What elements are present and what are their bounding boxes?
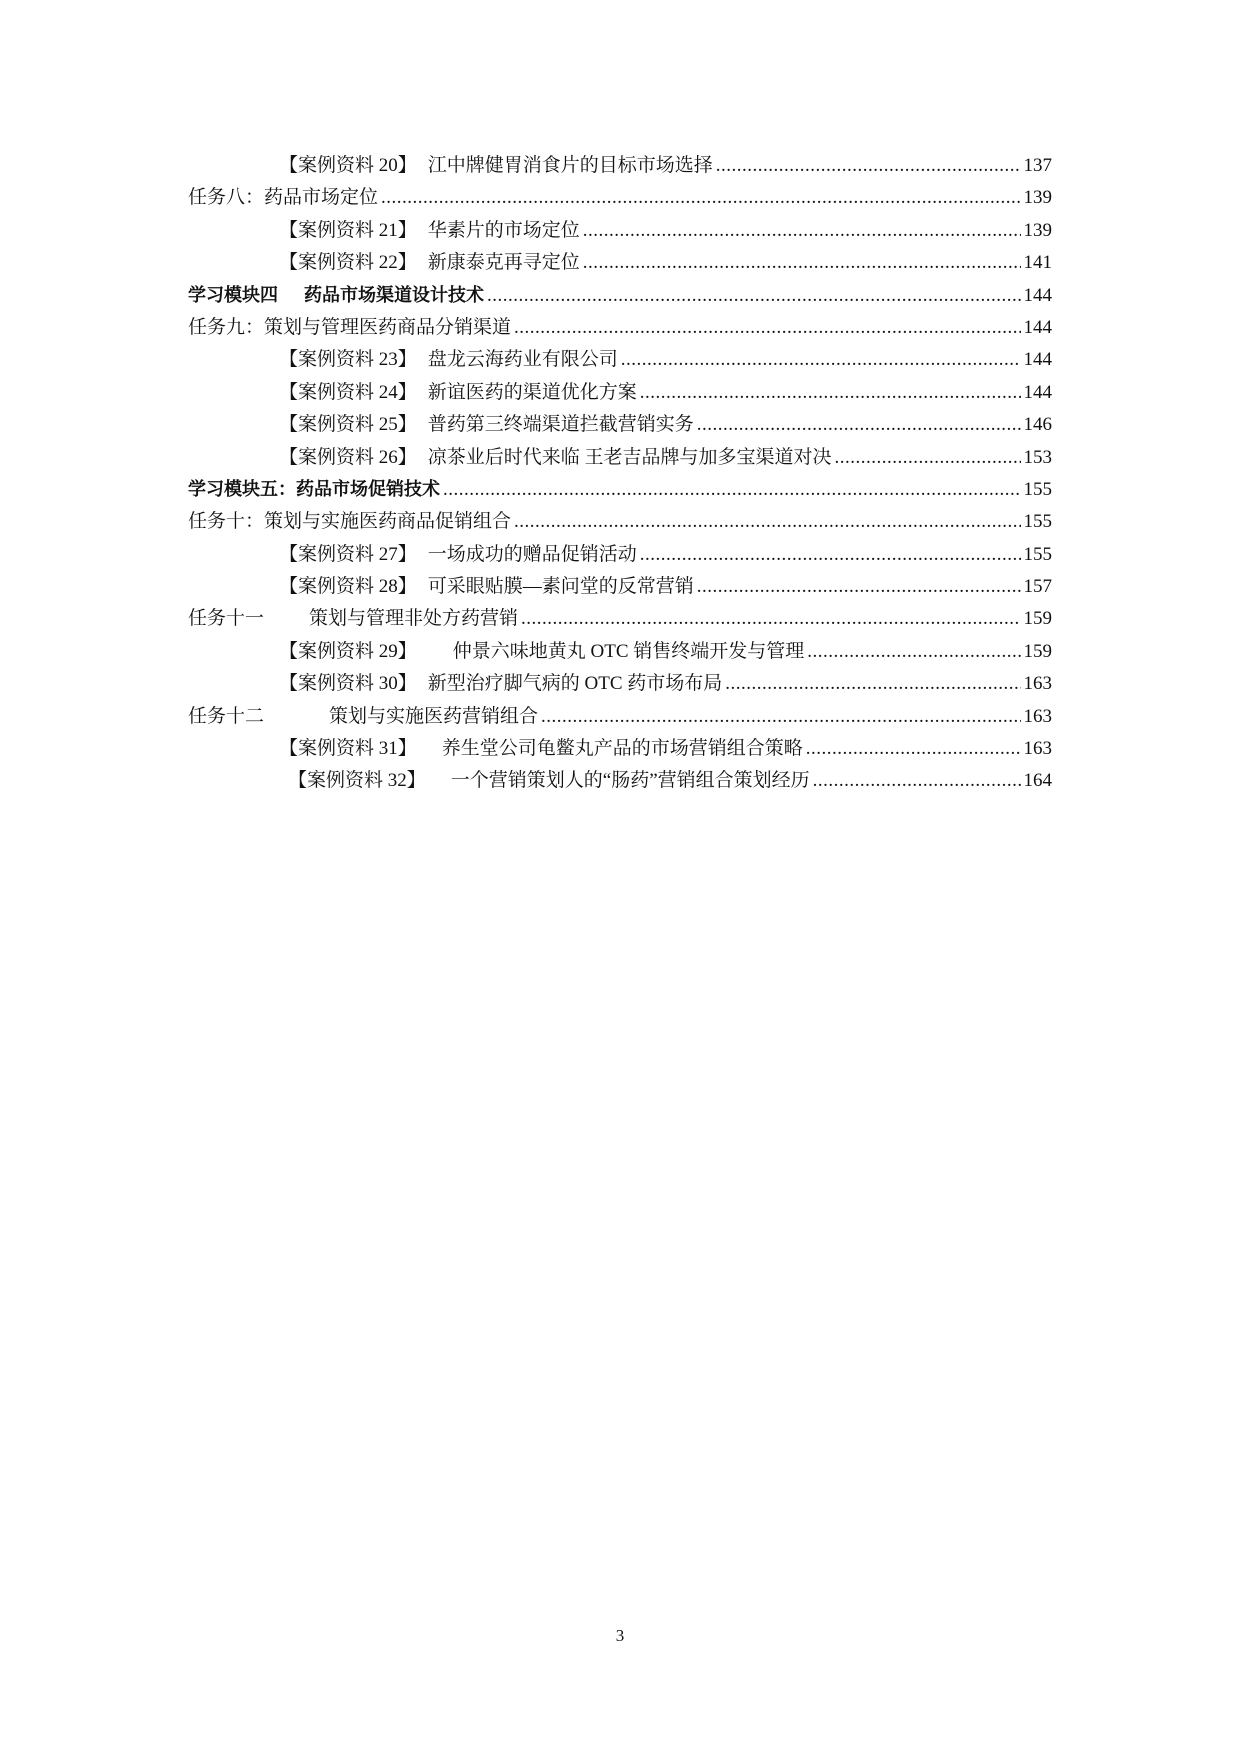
entry-page-number: 144 — [1023, 316, 1052, 338]
toc-entry-case-31 — [188, 733, 1052, 765]
entry-title: 策划与管理非处方药营销 — [309, 608, 519, 630]
entry-title: 一个营销策划人的“肠药”营销组合策划经历 — [450, 770, 810, 792]
toc-entry-case-25 — [188, 409, 1052, 441]
entry-page-number: 153 — [1023, 446, 1052, 468]
toc-entry-case-32 — [188, 765, 1052, 797]
case-tag: 【案例资料 23】 — [279, 349, 417, 371]
entry-title: 普药第三终端渠道拦截营销实务 — [427, 414, 694, 436]
task-tag: 任务十二 — [188, 705, 265, 727]
case-tag: 【案例资料 27】 — [279, 543, 417, 565]
leader-dots — [583, 247, 1021, 279]
leader-dots — [381, 182, 1020, 214]
entry-page-number: 141 — [1023, 252, 1052, 274]
case-tag: 【案例资料 21】 — [279, 219, 417, 241]
toc-entry-module-4 — [188, 280, 1052, 312]
toc-entry-case-29 — [188, 636, 1052, 668]
leader-dots — [697, 409, 1021, 441]
entry-title: 任务十：策划与实施医药商品促销组合 — [188, 511, 512, 533]
toc-entry-case-26 — [188, 442, 1052, 474]
leader-dots — [697, 571, 1021, 603]
toc-entry-case-27 — [188, 539, 1052, 571]
leader-dots — [514, 506, 1020, 538]
entry-title: 药品市场渠道设计技术 — [304, 284, 484, 306]
leader-dots — [640, 377, 1021, 409]
leader-dots — [725, 668, 1020, 700]
leader-dots — [487, 280, 1021, 312]
toc-entry-case-24 — [188, 377, 1052, 409]
leader-dots — [807, 636, 1020, 668]
entry-page-number: 157 — [1023, 576, 1052, 598]
case-tag: 【案例资料 29】 — [279, 640, 417, 662]
entry-page-number: 155 — [1023, 478, 1052, 500]
page-number: 3 — [615, 1626, 625, 1645]
entry-title: 可采眼贴膜—素问堂的反常营销 — [427, 576, 694, 598]
entry-page-number: 163 — [1023, 673, 1052, 695]
task-tag: 任务十一 — [188, 608, 265, 630]
entry-title: 任务九：策划与管理医药商品分销渠道 — [188, 316, 512, 338]
entry-page-number: 144 — [1023, 349, 1052, 371]
toc-entry-task-12 — [188, 701, 1052, 733]
entry-title: 学习模块五：药品市场促销技术 — [188, 478, 440, 500]
case-tag: 【案例资料 25】 — [279, 414, 417, 436]
toc-entry-task-11 — [188, 603, 1052, 635]
entry-title: 江中牌健胃消食片的目标市场选择 — [427, 155, 713, 176]
case-tag: 【案例资料 22】 — [279, 252, 417, 274]
case-tag: 【案例资料 31】 — [279, 738, 417, 760]
entry-title: 策划与实施医药营销组合 — [329, 705, 539, 727]
entry-title: 华素片的市场定位 — [427, 219, 580, 241]
entry-title: 任务八：药品市场定位 — [188, 187, 379, 209]
entry-page-number: 159 — [1023, 640, 1052, 662]
leader-dots — [521, 603, 1020, 635]
table-of-contents — [188, 150, 1052, 798]
entry-title: 凉茶业后时代来临 王老吉品牌与加多宝渠道对决 — [427, 446, 832, 468]
leader-dots — [541, 701, 1020, 733]
leader-dots — [514, 312, 1020, 344]
entry-page-number: 159 — [1023, 608, 1052, 630]
toc-entry-case-20 — [188, 150, 1052, 182]
entry-title: 新型治疗脚气病的 OTC 药市场布局 — [427, 673, 723, 695]
entry-page-number: 139 — [1023, 187, 1052, 209]
entry-title: 新谊医药的渠道优化方案 — [427, 381, 637, 403]
case-tag: 【案例资料 32】 — [288, 770, 426, 792]
leader-dots — [443, 474, 1021, 506]
case-tag: 【案例资料 30】 — [279, 673, 417, 695]
case-tag: 【案例资料 24】 — [279, 381, 417, 403]
entry-page-number: 139 — [1023, 219, 1052, 241]
toc-entry-case-22 — [188, 247, 1052, 279]
toc-entry-case-28 — [188, 571, 1052, 603]
leader-dots — [813, 765, 1021, 797]
leader-dots — [621, 344, 1021, 376]
case-tag: 【案例资料 28】 — [279, 576, 417, 598]
toc-entry-module-5 — [188, 474, 1052, 506]
toc-entry-task-9 — [188, 312, 1052, 344]
entry-title: 一场成功的赠品促销活动 — [427, 543, 637, 565]
leader-dots — [640, 539, 1021, 571]
entry-page-number: 164 — [1023, 770, 1052, 792]
toc-entry-case-30 — [188, 668, 1052, 700]
entry-title: 仲景六味地黄丸 OTC 销售终端开发与管理 — [452, 640, 805, 662]
entry-page-number: 144 — [1023, 381, 1052, 403]
entry-title: 盘龙云海药业有限公司 — [427, 349, 618, 371]
leader-dots — [583, 215, 1021, 247]
toc-entry-case-21 — [188, 215, 1052, 247]
leader-dots — [806, 733, 1021, 765]
module-tag: 学习模块四 — [188, 284, 278, 306]
toc-entry-task-10 — [188, 506, 1052, 538]
entry-title: 养生堂公司龟鳖丸产品的市场营销组合策略 — [441, 738, 803, 760]
entry-page-number: 144 — [1023, 284, 1052, 306]
leader-dots — [716, 150, 1021, 182]
leader-dots — [835, 442, 1021, 474]
entry-title: 新康泰克再寻定位 — [427, 252, 580, 274]
entry-page-number: 155 — [1023, 543, 1052, 565]
case-tag: 【案例资料 20】 — [279, 155, 417, 176]
toc-entry-task-8 — [188, 182, 1052, 214]
entry-page-number: 163 — [1023, 705, 1052, 727]
entry-page-number: 137 — [1023, 155, 1052, 176]
entry-page-number: 163 — [1023, 738, 1052, 760]
case-tag: 【案例资料 26】 — [279, 446, 417, 468]
entry-page-number: 146 — [1023, 414, 1052, 436]
entry-page-number: 155 — [1023, 511, 1052, 533]
toc-entry-case-23 — [188, 344, 1052, 376]
